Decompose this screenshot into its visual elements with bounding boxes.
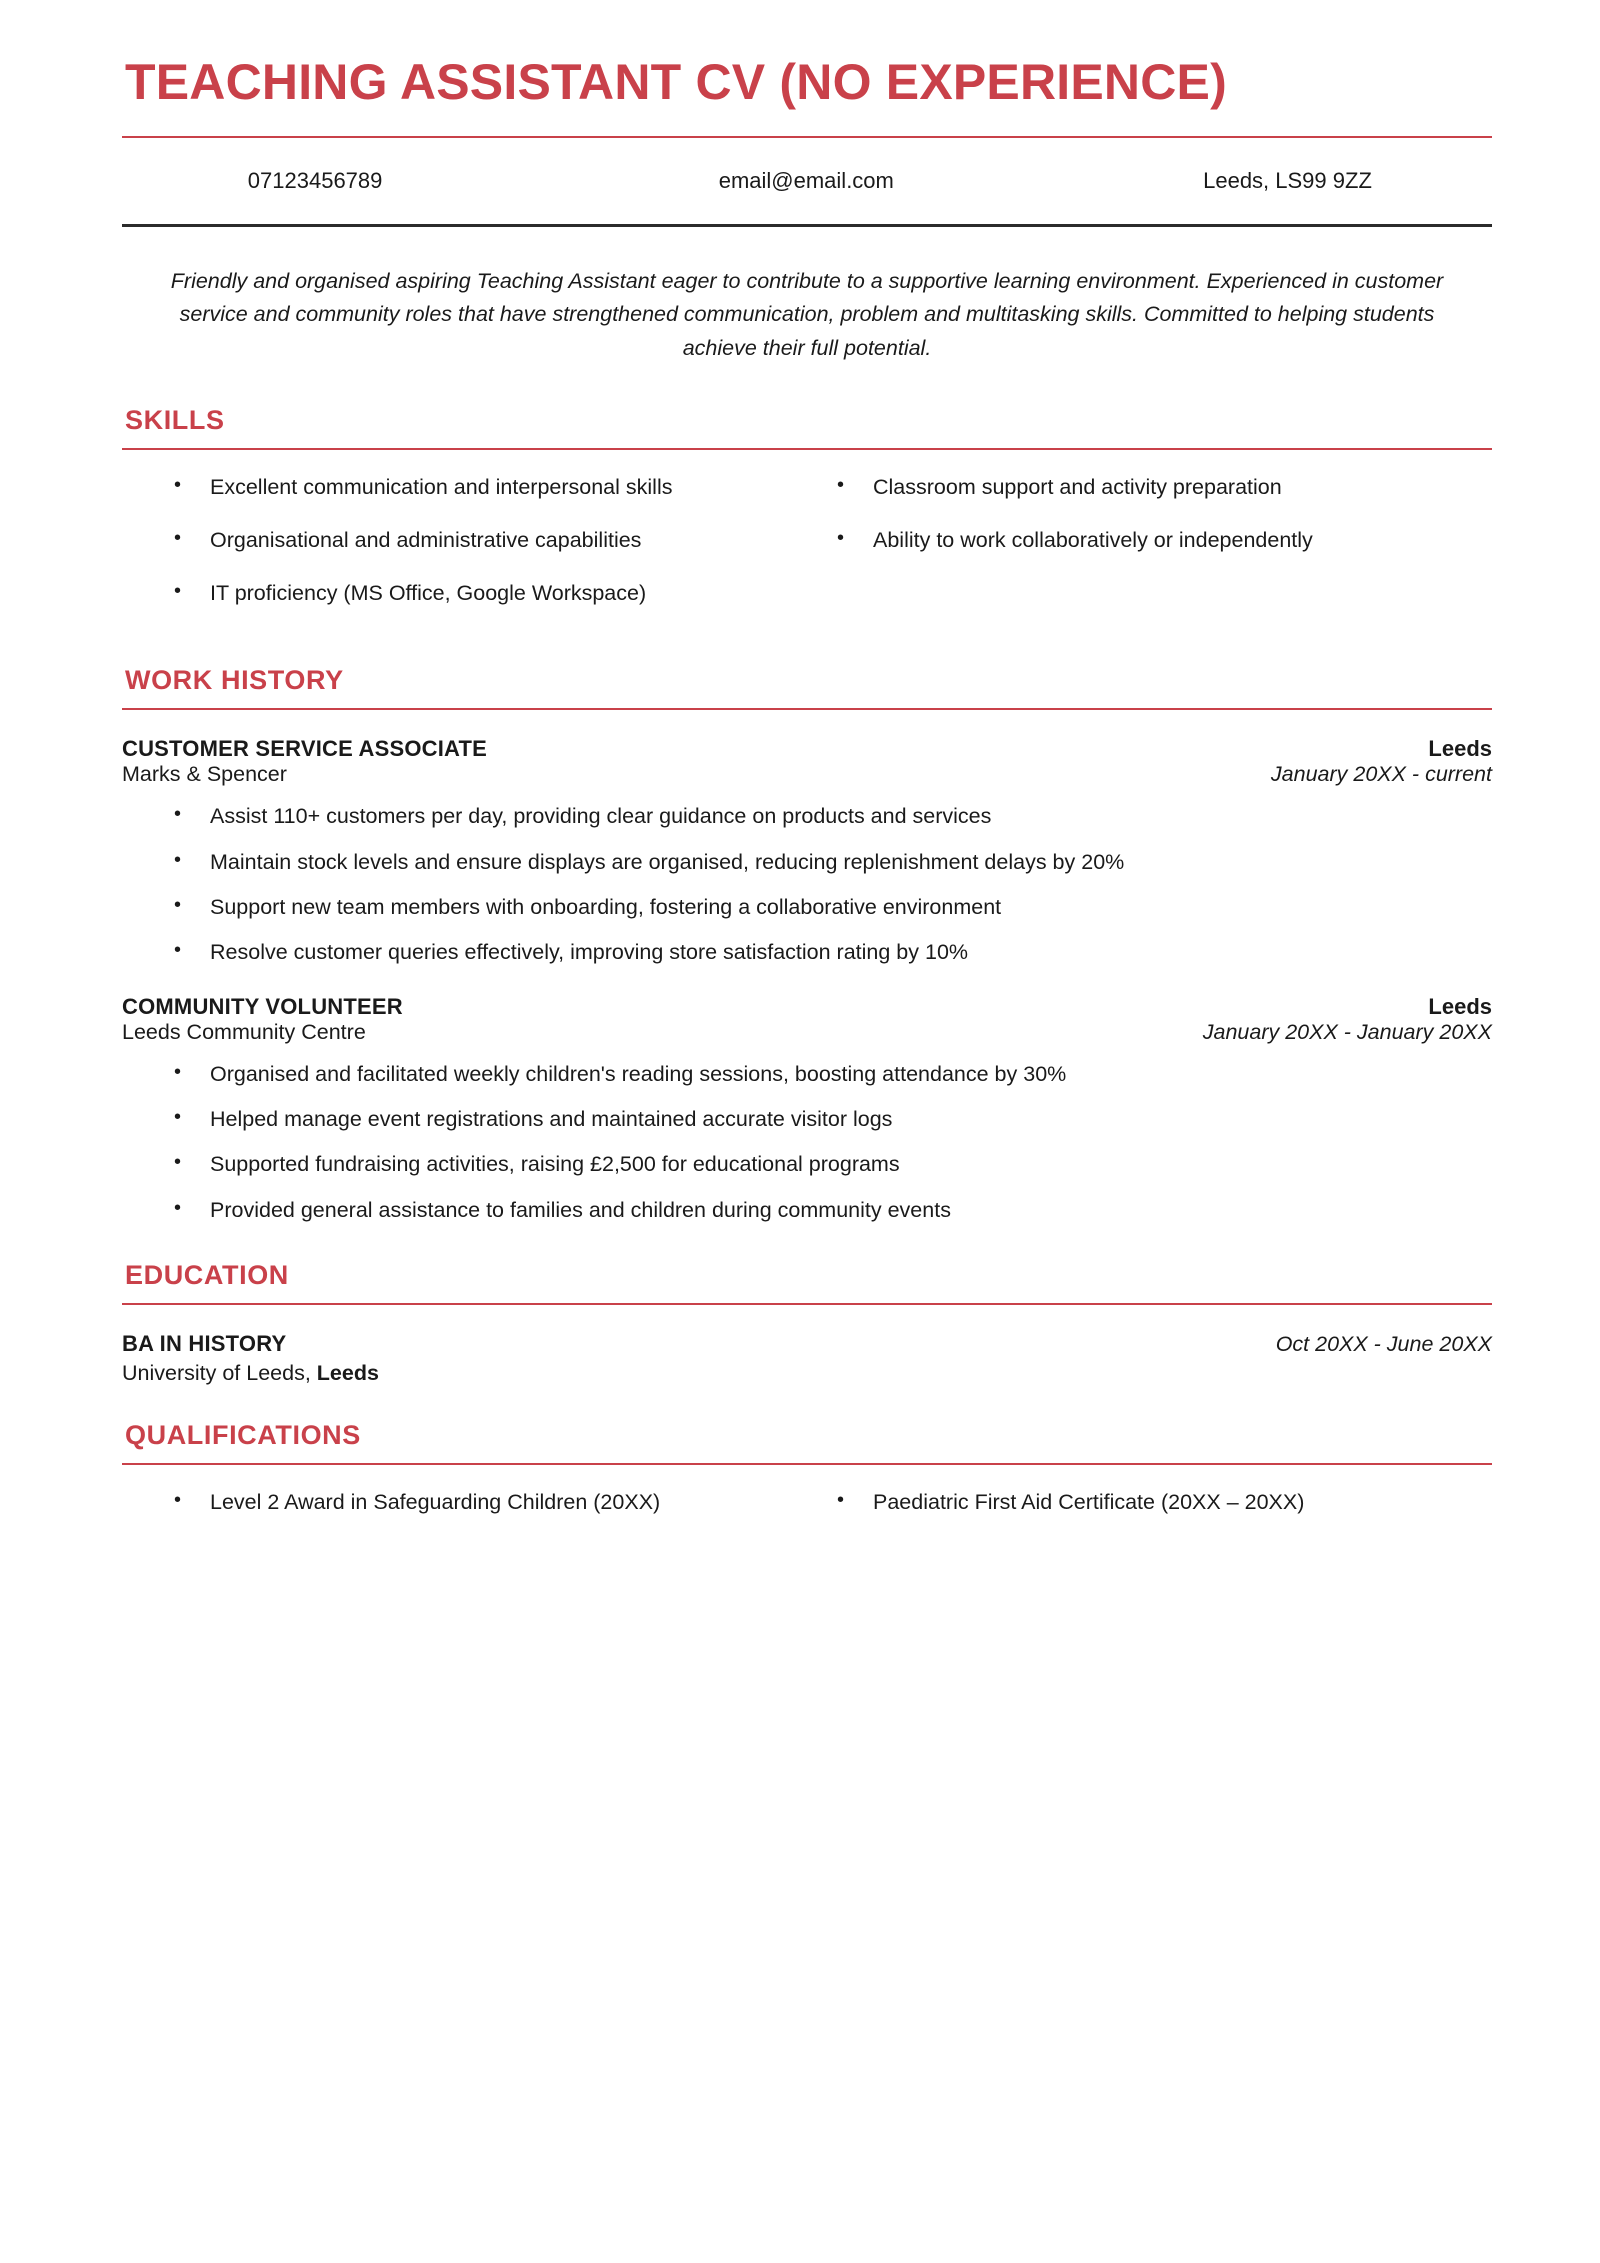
section-title-skills: SKILLS <box>125 404 225 435</box>
education-school-name: University of Leeds, <box>122 1360 311 1385</box>
contact-phone: 07123456789 <box>247 168 383 193</box>
education-school-location: Leeds <box>316 1360 379 1385</box>
section-qualifications <box>122 1420 1492 1540</box>
list-item: • Ability to work collaboratively or independently <box>825 525 1492 556</box>
page-title: TEACHING ASSISTANT CV (NO EXPERIENCE) <box>125 54 1227 110</box>
list-item: • Excellent communication and interpersonal skills <box>162 472 807 503</box>
section-title-education: EDUCATION <box>125 1259 289 1290</box>
list-item: • Resolve customer queries effectively, improving store satisfaction rating by 10% <box>162 937 1492 968</box>
professional-summary: Friendly and organised aspiring Teaching Assistant eager to contribute to a supportive learning environment. Experienced in customer service and community roles that have strengthened communication, problem and multitasking skills. Committed to helping students achieve their full potential. <box>170 269 1444 360</box>
skills-divider <box>122 448 1492 450</box>
education-dates: Oct 20XX - June 20XX <box>1275 1331 1492 1356</box>
section-education <box>122 1260 1492 1386</box>
job-company: Marks & Spencer <box>122 762 287 787</box>
list-item: • Support new team members with onboarding, fostering a collaborative environment <box>162 892 1492 923</box>
skills-columns <box>122 472 1492 632</box>
education-divider <box>122 1303 1492 1305</box>
job-location: Leeds <box>1428 736 1492 762</box>
work-entry <box>122 994 1492 1226</box>
job-title: COMMUNITY VOLUNTEER <box>122 994 403 1020</box>
education-entry <box>122 1331 1492 1386</box>
list-item: • IT proficiency (MS Office, Google Workspace) <box>162 578 807 609</box>
qualifications-divider <box>122 1463 1492 1465</box>
skills-column-right <box>807 472 1492 632</box>
list-item: • Supported fundraising activities, raising £2,500 for educational programs <box>162 1149 1492 1180</box>
qualifications-column-left <box>122 1487 807 1540</box>
list-item: • Organised and facilitated weekly children's reading sessions, boosting attendance by 30% <box>162 1059 1492 1090</box>
section-title-work-history: WORK HISTORY <box>125 665 344 696</box>
contact-location: Leeds, LS99 9ZZ <box>1203 168 1372 193</box>
job-dates: January 20XX - January 20XX <box>1202 1020 1492 1045</box>
section-title-qualifications: QUALIFICATIONS <box>125 1419 361 1450</box>
list-item: • Paediatric First Aid Certificate (20XX – 20XX) <box>825 1487 1492 1518</box>
list-item: • Classroom support and activity preparation <box>825 472 1492 503</box>
contact-email: email@email.com <box>718 168 894 193</box>
qualifications-column-right <box>807 1487 1492 1540</box>
list-item: • Maintain stock levels and ensure displays are organised, reducing replenishment delays by 20% <box>162 847 1492 878</box>
list-item: • Assist 110+ customers per day, providing clear guidance on products and services <box>162 801 1492 832</box>
job-title: CUSTOMER SERVICE ASSOCIATE <box>122 736 487 762</box>
list-item: • Organisational and administrative capabilities <box>162 525 807 556</box>
job-dates: January 20XX - current <box>1270 762 1492 787</box>
contact-bar <box>122 138 1492 224</box>
qualifications-columns <box>122 1487 1492 1540</box>
section-skills <box>122 405 1492 632</box>
skills-column-left <box>122 472 807 632</box>
job-location: Leeds <box>1428 994 1492 1020</box>
work-entry <box>122 736 1492 968</box>
job-company: Leeds Community Centre <box>122 1020 366 1045</box>
section-work-history <box>122 665 1492 1225</box>
list-item: • Level 2 Award in Safeguarding Children (20XX) <box>162 1487 807 1518</box>
education-school <box>122 1361 1492 1386</box>
work-history-divider <box>122 708 1492 710</box>
education-degree: BA IN HISTORY <box>122 1330 287 1356</box>
list-item: • Helped manage event registrations and maintained accurate visitor logs <box>162 1104 1492 1135</box>
list-item: • Provided general assistance to families and children during community events <box>162 1195 1492 1226</box>
